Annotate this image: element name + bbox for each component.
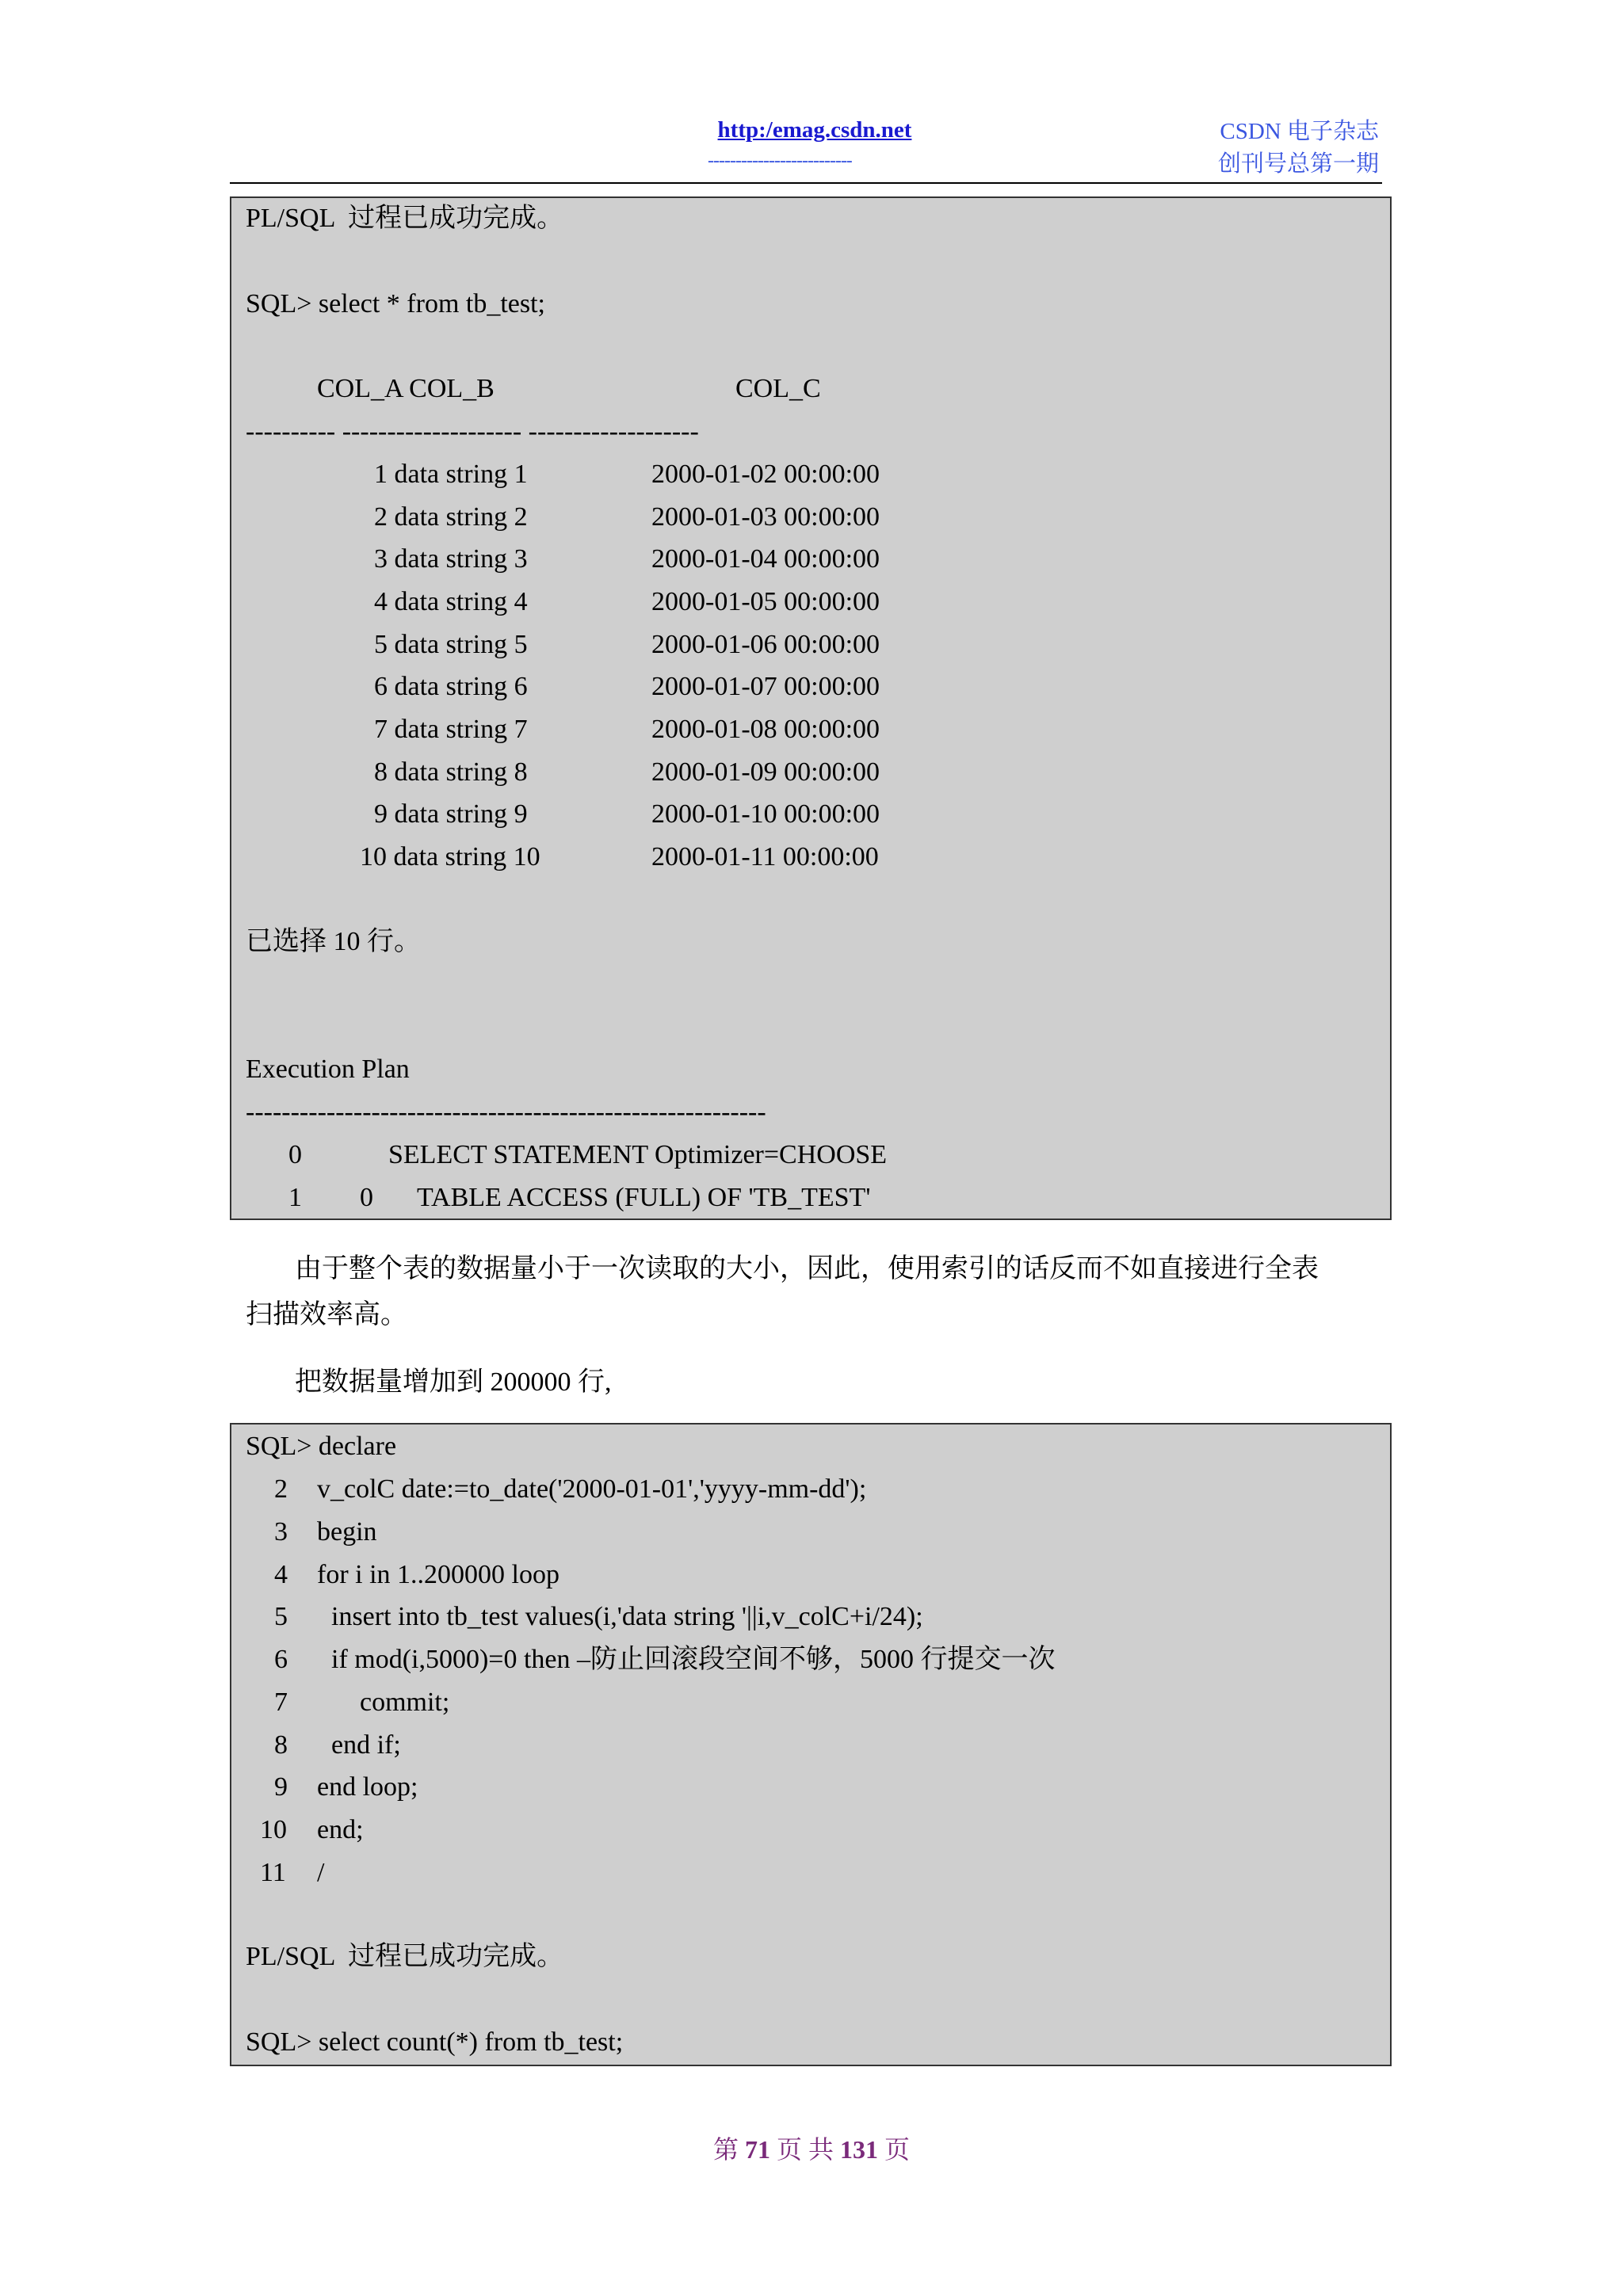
result-row-date: 2000-01-10 00:00:00	[651, 799, 880, 829]
result-row: 6 data string 6	[374, 672, 528, 701]
result-row-date: 2000-01-04 00:00:00	[651, 544, 880, 574]
column-separator: ---------- -------------------- -------------------	[246, 417, 699, 446]
line-number: 3	[274, 1517, 288, 1547]
footer-middle: 页 共	[776, 2135, 834, 2164]
result-row: 10 data string 10	[360, 842, 540, 871]
line-number: 9	[274, 1772, 288, 1802]
execution-plan-separator: ----------------------------------------------------------	[246, 1097, 766, 1127]
header-rule	[230, 182, 1382, 184]
result-row-date: 2000-01-06 00:00:00	[651, 630, 880, 659]
body-paragraph-line: 扫描效率高。	[246, 1300, 407, 1329]
code-line: SQL> select * from tb_test;	[246, 289, 546, 318]
code-line: commit;	[360, 1688, 450, 1717]
result-row: 7 data string 7	[374, 715, 528, 744]
line-number: 8	[274, 1730, 288, 1760]
code-line: end loop;	[317, 1772, 418, 1802]
header-magazine-info	[1218, 116, 1379, 181]
header-url-underline: --------------------------	[708, 151, 852, 171]
code-line: end;	[317, 1815, 364, 1844]
line-number: 7	[274, 1688, 288, 1717]
header-url-link[interactable]: http:/emag.csdn.net	[717, 117, 912, 143]
body-paragraph: 把数据量增加到 200000 行,	[295, 1367, 612, 1397]
result-row-date: 2000-01-09 00:00:00	[651, 757, 880, 787]
result-row: 2 data string 2	[374, 502, 528, 532]
footer-suffix: 页	[884, 2135, 911, 2164]
result-row: 8 data string 8	[374, 757, 528, 787]
footer-total-pages: 131	[840, 2135, 878, 2164]
code-line: SQL> declare	[246, 1432, 397, 1461]
plan-step-parent-id: 0	[360, 1183, 373, 1212]
result-row: 4 data string 4	[374, 587, 528, 616]
result-row-date: 2000-01-11 00:00:00	[651, 842, 879, 871]
code-line: end if;	[331, 1730, 401, 1760]
line-number: 4	[274, 1560, 288, 1589]
line-number: 11	[260, 1858, 286, 1887]
column-header-col-c: COL_C	[735, 374, 821, 403]
result-row: 5 data string 5	[374, 630, 528, 659]
result-row: 1 data string 1	[374, 460, 528, 489]
result-row-date: 2000-01-08 00:00:00	[651, 715, 880, 744]
code-line: PL/SQL 过程已成功完成。	[246, 1942, 564, 1971]
result-row-date: 2000-01-02 00:00:00	[651, 460, 880, 489]
result-row-date: 2000-01-05 00:00:00	[651, 587, 880, 616]
line-number: 10	[260, 1815, 287, 1844]
code-line: begin	[317, 1517, 377, 1547]
plan-step-operation: SELECT STATEMENT Optimizer=CHOOSE	[388, 1140, 888, 1169]
code-line: if mod(i,5000)=0 then –防止回滚段空间不够，5000 行提交一次	[331, 1645, 1056, 1674]
line-number: 5	[274, 1602, 288, 1631]
code-line: /	[317, 1858, 325, 1887]
column-header-col-a-col-b: COL_A COL_B	[317, 374, 495, 403]
page-footer	[0, 2130, 1623, 2166]
footer-prefix: 第	[712, 2135, 739, 2164]
result-row-date: 2000-01-07 00:00:00	[651, 672, 880, 701]
header-magazine-name: CSDN 电子杂志	[1220, 119, 1379, 144]
line-number: 6	[274, 1645, 288, 1674]
plan-step-operation: TABLE ACCESS (FULL) OF 'TB_TEST'	[417, 1183, 871, 1212]
plan-step-id: 0	[288, 1140, 302, 1169]
plan-step-id: 1	[288, 1183, 302, 1212]
body-paragraph-line: 由于整个表的数据量小于一次读取的大小，因此，使用索引的话反而不如直接进行全表	[295, 1254, 1319, 1283]
footer-page-number: 71	[744, 2135, 770, 2164]
result-row: 3 data string 3	[374, 544, 528, 574]
result-row: 9 data string 9	[374, 799, 528, 829]
execution-plan-heading: Execution Plan	[246, 1055, 410, 1084]
header-issue: 创刊号总第一期	[1217, 151, 1379, 177]
code-line: v_colC date:=to_date('2000-01-01','yyyy-mm-dd');	[317, 1474, 867, 1504]
code-line: insert into tb_test values(i,'data string '||i,v_colC+i/24);	[331, 1602, 923, 1631]
code-line: SQL> select count(*) from tb_test;	[246, 2027, 624, 2057]
line-number: 2	[274, 1474, 288, 1504]
rows-selected-message: 已选择 10 行。	[246, 927, 421, 956]
code-line: PL/SQL 过程已成功完成。	[246, 204, 564, 233]
code-line: for i in 1..200000 loop	[317, 1560, 559, 1589]
result-row-date: 2000-01-03 00:00:00	[651, 502, 880, 532]
